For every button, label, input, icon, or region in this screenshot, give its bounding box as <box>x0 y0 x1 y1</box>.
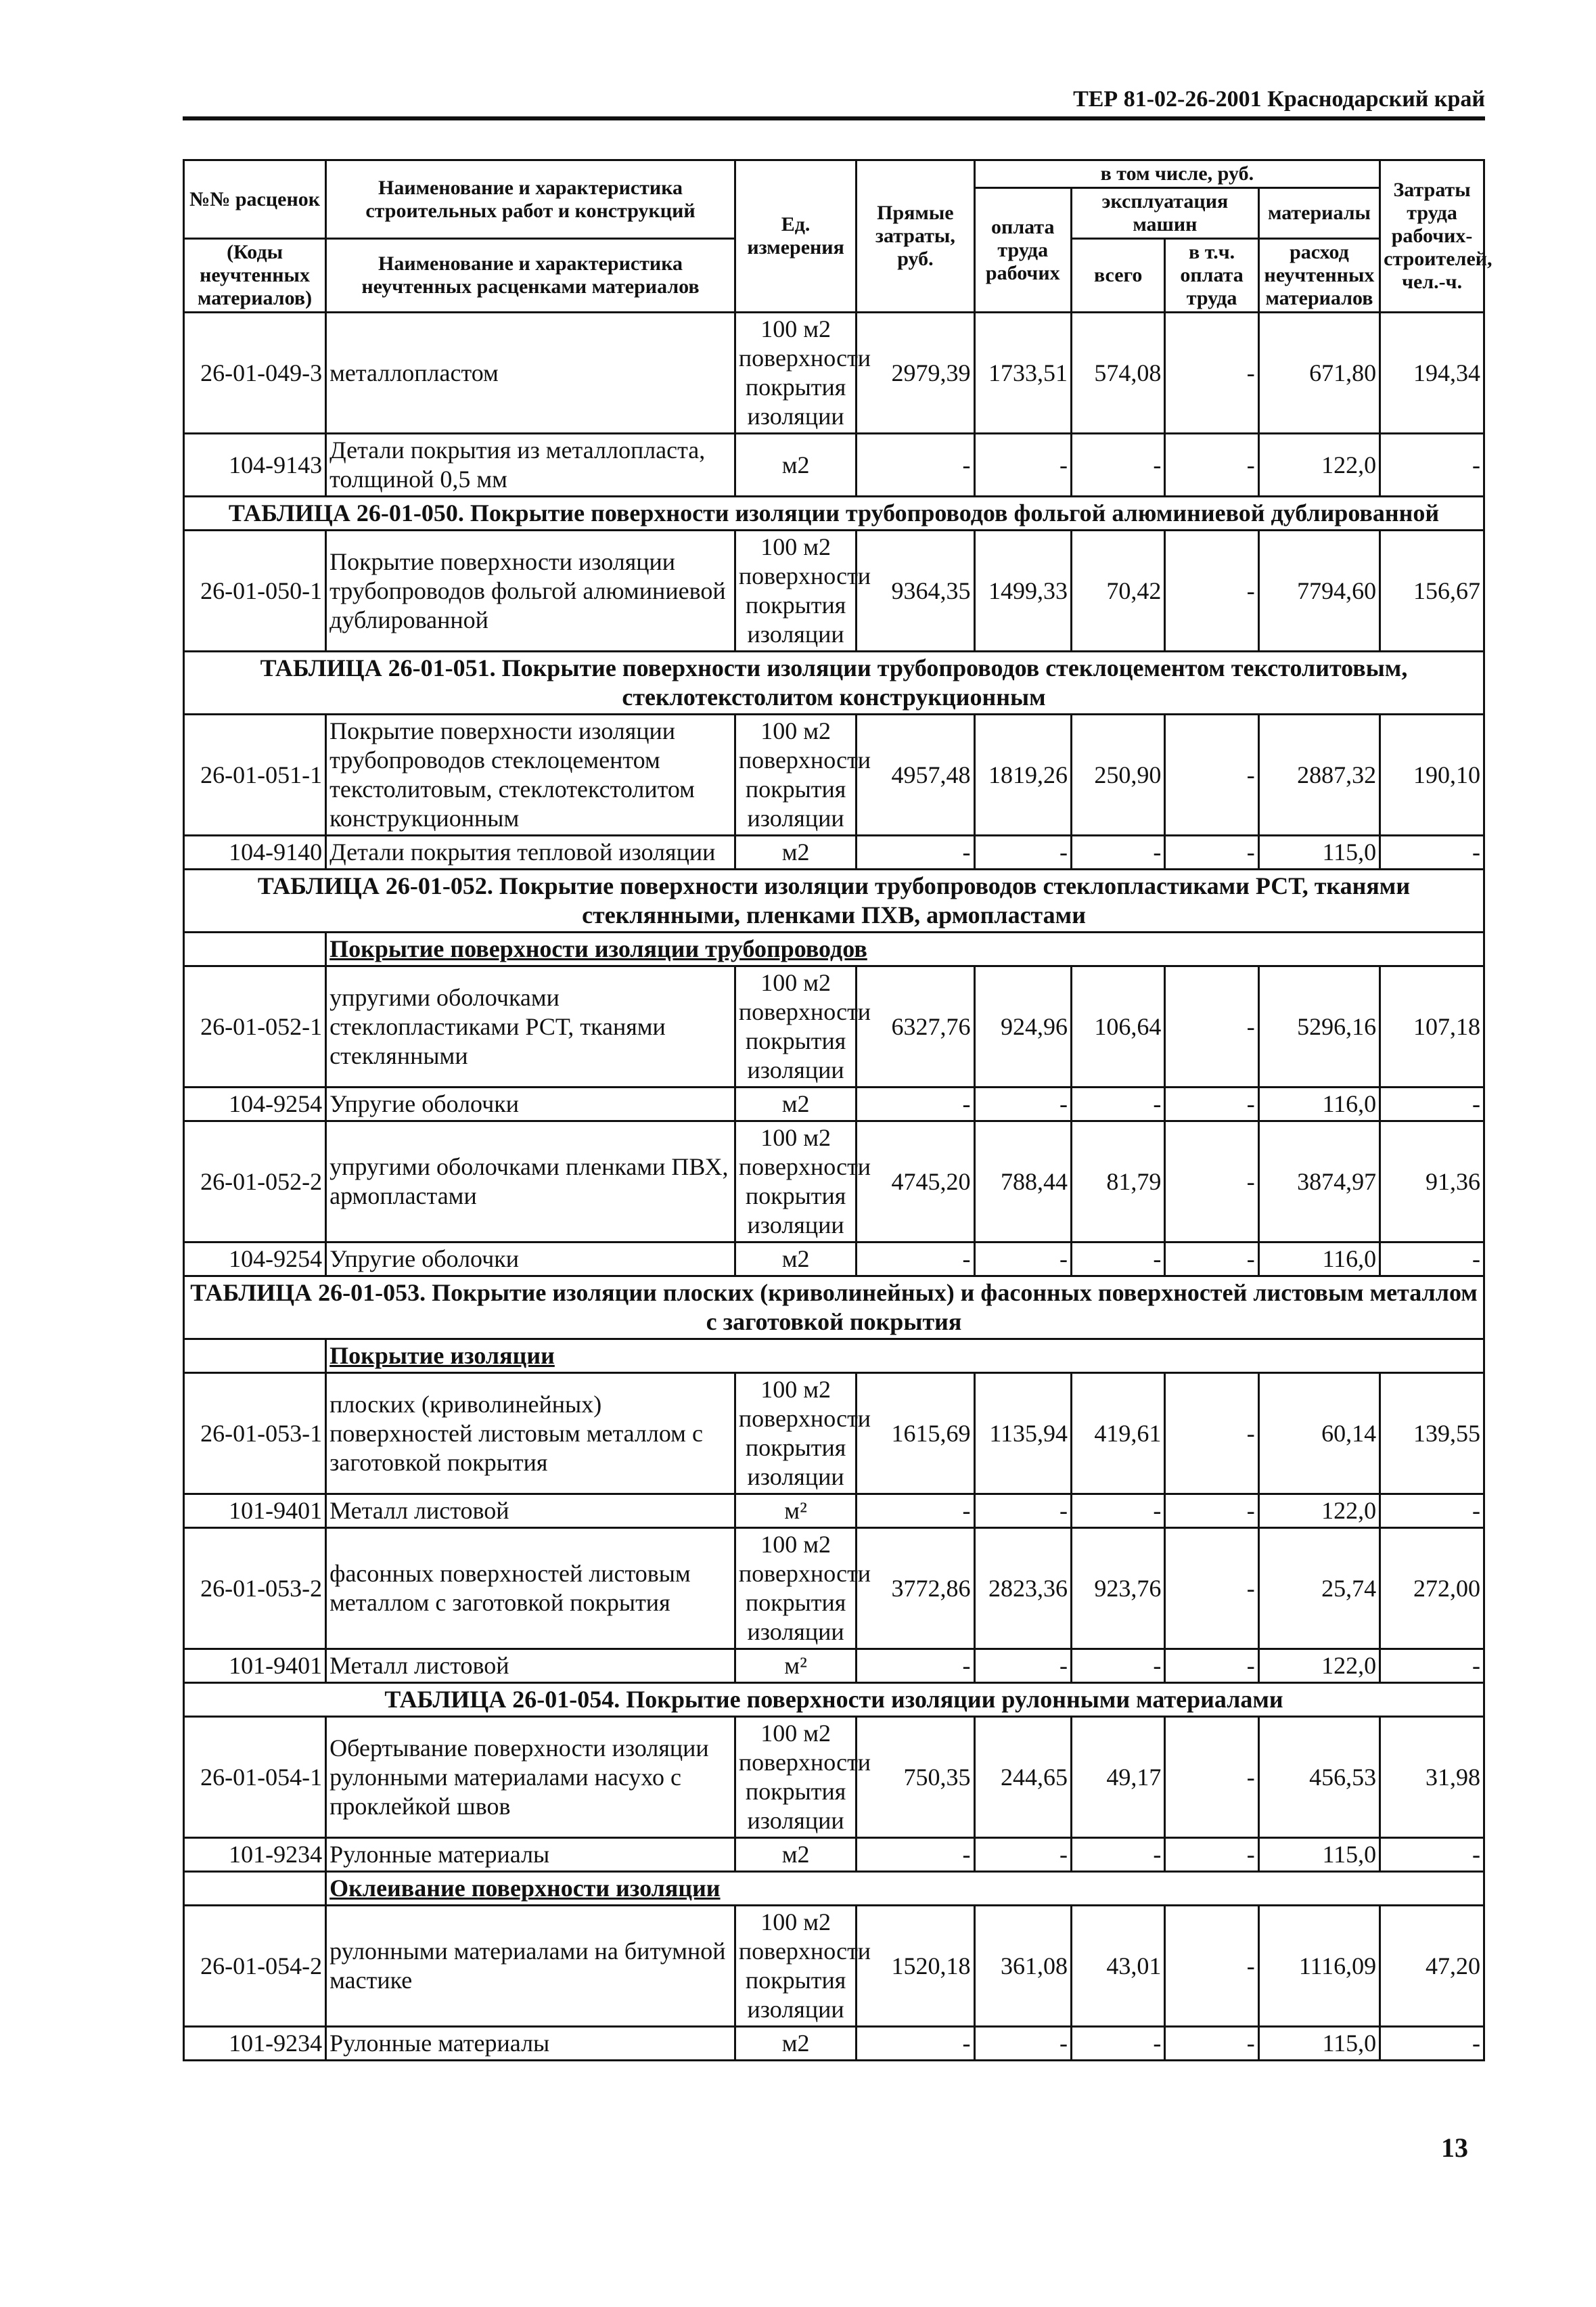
row-labor-pay: - <box>974 1649 1072 1683</box>
row-labor-pay: 1135,94 <box>974 1373 1072 1494</box>
rate-row <box>184 966 1484 1088</box>
row-labor-hours: - <box>1380 836 1484 870</box>
row-code: 101-9401 <box>184 1494 326 1528</box>
section-title: ТАБЛИЦА 26-01-053. Покрытие изоляции плоских (криволинейных) и фасонных поверхностей листовым металлом с заготовкой покрытия <box>184 1276 1484 1339</box>
row-materials: 3874,97 <box>1258 1121 1380 1242</box>
row-name: фасонных поверхностей листовым металлом с заготовкой покрытия <box>326 1528 735 1649</box>
row-materials: 60,14 <box>1258 1373 1380 1494</box>
row-materials: 2887,32 <box>1258 715 1380 836</box>
row-code: 104-9143 <box>184 434 326 497</box>
row-name: Покрытие поверхности изоляции трубопроводов стеклоцементом текстолитовым, стеклотекстолитом конструкционным <box>326 715 735 836</box>
row-name: Детали покрытия тепловой изоляции <box>326 836 735 870</box>
row-name: Детали покрытия из металлопласта, толщиной 0,5 мм <box>326 434 735 497</box>
subheading-row <box>184 1872 1484 1906</box>
row-machines-labor: - <box>1165 966 1258 1088</box>
row-unit: м² <box>735 1649 856 1683</box>
col-machines-labor: в т.ч. оплата труда <box>1165 239 1258 313</box>
col-unit: Ед. измерения <box>735 160 856 313</box>
row-unit: 100 м2 поверхности покрытия изоляции <box>735 1528 856 1649</box>
row-labor-hours: - <box>1380 1088 1484 1121</box>
section-title: ТАБЛИЦА 26-01-052. Покрытие поверхности изоляции трубопроводов стеклопластиками РСТ, тканями стеклянными, пленками ПХВ, армопластами <box>184 870 1484 933</box>
row-labor-hours: 139,55 <box>1380 1373 1484 1494</box>
section-title: ТАБЛИЦА 26-01-051. Покрытие поверхности изоляции трубопроводов стеклоцементом текстолитовым, стеклотекстолитом конструкционным <box>184 652 1484 715</box>
row-machines-total: - <box>1072 1088 1165 1121</box>
row-direct: - <box>857 1494 974 1528</box>
row-labor-pay: - <box>974 836 1072 870</box>
row-labor-pay: 788,44 <box>974 1121 1072 1242</box>
row-unit: м² <box>735 1494 856 1528</box>
row-labor-pay: - <box>974 1838 1072 1872</box>
row-code: 26-01-049-3 <box>184 313 326 434</box>
row-machines-total: 923,76 <box>1072 1528 1165 1649</box>
row-direct: 6327,76 <box>857 966 974 1088</box>
row-labor-hours: - <box>1380 1242 1484 1276</box>
section-row <box>184 1683 1484 1717</box>
row-code: 104-9254 <box>184 1242 326 1276</box>
row-labor-pay: 1733,51 <box>974 313 1072 434</box>
table-body <box>184 313 1484 2061</box>
header-rule <box>183 116 1485 120</box>
row-code: 26-01-051-1 <box>184 715 326 836</box>
material-row <box>184 1088 1484 1121</box>
row-materials: 25,74 <box>1258 1528 1380 1649</box>
row-machines-labor: - <box>1165 1088 1258 1121</box>
row-direct: - <box>857 1649 974 1683</box>
row-unit: 100 м2 поверхности покрытия изоляции <box>735 1121 856 1242</box>
section-title: ТАБЛИЦА 26-01-050. Покрытие поверхности изоляции трубопроводов фольгой алюминиевой дублированной <box>184 497 1484 531</box>
row-code: 101-9234 <box>184 2027 326 2061</box>
subheading-title: Покрытие изоляции <box>326 1339 1484 1373</box>
row-materials: 671,80 <box>1258 313 1380 434</box>
material-row <box>184 1838 1484 1872</box>
row-machines-labor: - <box>1165 2027 1258 2061</box>
row-name: металлопластом <box>326 313 735 434</box>
row-code: 101-9234 <box>184 1838 326 1872</box>
row-unit: м2 <box>735 1242 856 1276</box>
col-name-bottom: Наименование и характеристика неучтенных расценками материалов <box>326 239 735 313</box>
row-materials: 456,53 <box>1258 1717 1380 1838</box>
rates-table <box>183 159 1492 2061</box>
row-labor-pay: - <box>974 1242 1072 1276</box>
row-direct: - <box>857 2027 974 2061</box>
row-machines-labor: - <box>1165 836 1258 870</box>
row-materials: 116,0 <box>1258 1088 1380 1121</box>
row-machines-labor: - <box>1165 1906 1258 2027</box>
row-unit: 100 м2 поверхности покрытия изоляции <box>735 531 856 652</box>
row-labor-pay: 244,65 <box>974 1717 1072 1838</box>
material-row <box>184 1494 1484 1528</box>
material-row <box>184 1242 1484 1276</box>
col-labor-pay: оплата труда рабочих <box>974 188 1072 313</box>
row-materials: 5296,16 <box>1258 966 1380 1088</box>
row-machines-labor: - <box>1165 1838 1258 1872</box>
row-machines-total: 81,79 <box>1072 1121 1165 1242</box>
row-unit: 100 м2 поверхности покрытия изоляции <box>735 1717 856 1838</box>
row-machines-labor: - <box>1165 434 1258 497</box>
row-machines-labor: - <box>1165 1373 1258 1494</box>
subheading-title: Оклеивание поверхности изоляции <box>326 1872 1484 1906</box>
row-direct: - <box>857 434 974 497</box>
col-materials-unaccounted: расход неучтенных материалов <box>1258 239 1380 313</box>
rate-row <box>184 1906 1484 2027</box>
row-machines-total: 250,90 <box>1072 715 1165 836</box>
col-direct: Прямые затраты, руб. <box>857 160 974 313</box>
row-labor-hours: 190,10 <box>1380 715 1484 836</box>
row-name: Обертывание поверхности изоляции рулонными материалами насухо с проклейкой швов <box>326 1717 735 1838</box>
row-machines-total: - <box>1072 434 1165 497</box>
row-name: Рулонные материалы <box>326 2027 735 2061</box>
col-name-top: Наименование и характеристика строительных работ и конструкций <box>326 160 735 239</box>
section-row <box>184 652 1484 715</box>
row-name: упругими оболочками стеклопластиками РСТ, тканями стеклянными <box>326 966 735 1088</box>
subheading-row <box>184 933 1484 966</box>
row-direct: 4745,20 <box>857 1121 974 1242</box>
row-machines-total: 70,42 <box>1072 531 1165 652</box>
row-machines-labor: - <box>1165 1494 1258 1528</box>
row-labor-hours: 194,34 <box>1380 313 1484 434</box>
row-labor-hours: - <box>1380 1494 1484 1528</box>
row-unit: м2 <box>735 2027 856 2061</box>
row-labor-pay: 1819,26 <box>974 715 1072 836</box>
row-machines-total: 106,64 <box>1072 966 1165 1088</box>
row-machines-total: - <box>1072 1494 1165 1528</box>
rate-row <box>184 1717 1484 1838</box>
material-row <box>184 836 1484 870</box>
row-labor-pay: - <box>974 1494 1072 1528</box>
row-machines-total: - <box>1072 1649 1165 1683</box>
row-labor-hours: 156,67 <box>1380 531 1484 652</box>
row-name: Упругие оболочки <box>326 1242 735 1276</box>
row-materials: 116,0 <box>1258 1242 1380 1276</box>
row-machines-total: 49,17 <box>1072 1717 1165 1838</box>
row-machines-labor: - <box>1165 1717 1258 1838</box>
row-labor-pay: - <box>974 434 1072 497</box>
row-code: 26-01-054-2 <box>184 1906 326 2027</box>
row-labor-hours: 47,20 <box>1380 1906 1484 2027</box>
row-labor-pay: 1499,33 <box>974 531 1072 652</box>
col-labor-hours: Затраты труда рабочих-строителей, чел.-ч. <box>1380 160 1484 313</box>
row-labor-hours: - <box>1380 2027 1484 2061</box>
row-machines-labor: - <box>1165 531 1258 652</box>
row-unit: 100 м2 поверхности покрытия изоляции <box>735 966 856 1088</box>
row-name: Покрытие поверхности изоляции трубопроводов фольгой алюминиевой дублированной <box>326 531 735 652</box>
row-labor-hours: - <box>1380 434 1484 497</box>
rate-row <box>184 313 1484 434</box>
row-labor-hours: 91,36 <box>1380 1121 1484 1242</box>
row-code: 104-9254 <box>184 1088 326 1121</box>
row-direct: - <box>857 1838 974 1872</box>
row-materials: 115,0 <box>1258 1838 1380 1872</box>
row-unit: 100 м2 поверхности покрытия изоляции <box>735 715 856 836</box>
row-machines-labor: - <box>1165 1242 1258 1276</box>
row-name: Упругие оболочки <box>326 1088 735 1121</box>
row-machines-total: - <box>1072 1242 1165 1276</box>
row-name: Рулонные материалы <box>326 1838 735 1872</box>
row-machines-labor: - <box>1165 1649 1258 1683</box>
row-labor-hours: 272,00 <box>1380 1528 1484 1649</box>
rate-row <box>184 1373 1484 1494</box>
row-unit: 100 м2 поверхности покрытия изоляции <box>735 1906 856 2027</box>
section-title: ТАБЛИЦА 26-01-054. Покрытие поверхности изоляции рулонными материалами <box>184 1683 1484 1717</box>
row-materials: 122,0 <box>1258 1494 1380 1528</box>
row-direct: - <box>857 836 974 870</box>
row-direct: 3772,86 <box>857 1528 974 1649</box>
rate-row <box>184 1121 1484 1242</box>
row-materials: 115,0 <box>1258 836 1380 870</box>
row-labor-pay: 361,08 <box>974 1906 1072 2027</box>
row-machines-total: - <box>1072 1838 1165 1872</box>
row-materials: 122,0 <box>1258 434 1380 497</box>
row-labor-pay: 924,96 <box>974 966 1072 1088</box>
row-name: упругими оболочками пленками ПВХ, армопластами <box>326 1121 735 1242</box>
row-materials: 115,0 <box>1258 2027 1380 2061</box>
row-code: 26-01-052-1 <box>184 966 326 1088</box>
row-machines-total: 43,01 <box>1072 1906 1165 2027</box>
row-unit: м2 <box>735 1088 856 1121</box>
row-code: 26-01-053-1 <box>184 1373 326 1494</box>
material-row <box>184 1649 1484 1683</box>
row-code: 26-01-054-1 <box>184 1717 326 1838</box>
row-direct: 4957,48 <box>857 715 974 836</box>
subheading-spacer <box>184 1872 326 1906</box>
row-direct: - <box>857 1242 974 1276</box>
rate-row <box>184 531 1484 652</box>
section-row <box>184 1276 1484 1339</box>
rate-row <box>184 715 1484 836</box>
row-machines-total: - <box>1072 2027 1165 2061</box>
subheading-title: Покрытие поверхности изоляции трубопроводов <box>326 933 1484 966</box>
row-name: плоских (криволинейных) поверхностей листовым металлом с заготовкой покрытия <box>326 1373 735 1494</box>
row-labor-pay: 2823,36 <box>974 1528 1072 1649</box>
row-machines-labor: - <box>1165 313 1258 434</box>
row-labor-hours: 31,98 <box>1380 1717 1484 1838</box>
row-unit: м2 <box>735 1838 856 1872</box>
row-machines-total: 419,61 <box>1072 1373 1165 1494</box>
row-name: Металл листовой <box>326 1649 735 1683</box>
row-name: Металл листовой <box>326 1494 735 1528</box>
col-code-top: №№ расценок <box>184 160 326 239</box>
col-machines-total: всего <box>1072 239 1165 313</box>
subheading-spacer <box>184 933 326 966</box>
row-machines-labor: - <box>1165 1528 1258 1649</box>
row-machines-labor: - <box>1165 715 1258 836</box>
row-unit: м2 <box>735 434 856 497</box>
header-row-1 <box>184 160 1484 188</box>
col-code-bottom: (Коды неучтенных материалов) <box>184 239 326 313</box>
section-row <box>184 497 1484 531</box>
row-direct: 1615,69 <box>857 1373 974 1494</box>
row-labor-pay: - <box>974 2027 1072 2061</box>
row-labor-hours: 107,18 <box>1380 966 1484 1088</box>
row-labor-pay: - <box>974 1088 1072 1121</box>
row-materials: 7794,60 <box>1258 531 1380 652</box>
row-direct: - <box>857 1088 974 1121</box>
row-code: 104-9140 <box>184 836 326 870</box>
row-labor-hours: - <box>1380 1649 1484 1683</box>
document-header: ТЕР 81-02-26-2001 Краснодарский край <box>1073 87 1485 112</box>
row-code: 26-01-050-1 <box>184 531 326 652</box>
row-materials: 122,0 <box>1258 1649 1380 1683</box>
row-code: 26-01-053-2 <box>184 1528 326 1649</box>
row-unit: м2 <box>735 836 856 870</box>
row-machines-total: 574,08 <box>1072 313 1165 434</box>
row-direct: 750,35 <box>857 1717 974 1838</box>
row-unit: 100 м2 поверхности покрытия изоляции <box>735 313 856 434</box>
page-number: 13 <box>1441 2132 1468 2163</box>
row-machines-total: - <box>1072 836 1165 870</box>
rate-row <box>184 1528 1484 1649</box>
row-labor-hours: - <box>1380 1838 1484 1872</box>
material-row <box>184 2027 1484 2061</box>
material-row <box>184 434 1484 497</box>
row-code: 26-01-052-2 <box>184 1121 326 1242</box>
row-machines-labor: - <box>1165 1121 1258 1242</box>
col-materials: материалы <box>1258 188 1380 239</box>
row-unit: 100 м2 поверхности покрытия изоляции <box>735 1373 856 1494</box>
col-including: в том числе, руб. <box>974 160 1380 188</box>
col-machines: эксплуатация машин <box>1072 188 1259 239</box>
subheading-spacer <box>184 1339 326 1373</box>
row-direct: 1520,18 <box>857 1906 974 2027</box>
row-code: 101-9401 <box>184 1649 326 1683</box>
row-direct: 9364,35 <box>857 531 974 652</box>
row-name: рулонными материалами на битумной мастике <box>326 1906 735 2027</box>
section-row <box>184 870 1484 933</box>
row-materials: 1116,09 <box>1258 1906 1380 2027</box>
row-direct: 2979,39 <box>857 313 974 434</box>
subheading-row <box>184 1339 1484 1373</box>
